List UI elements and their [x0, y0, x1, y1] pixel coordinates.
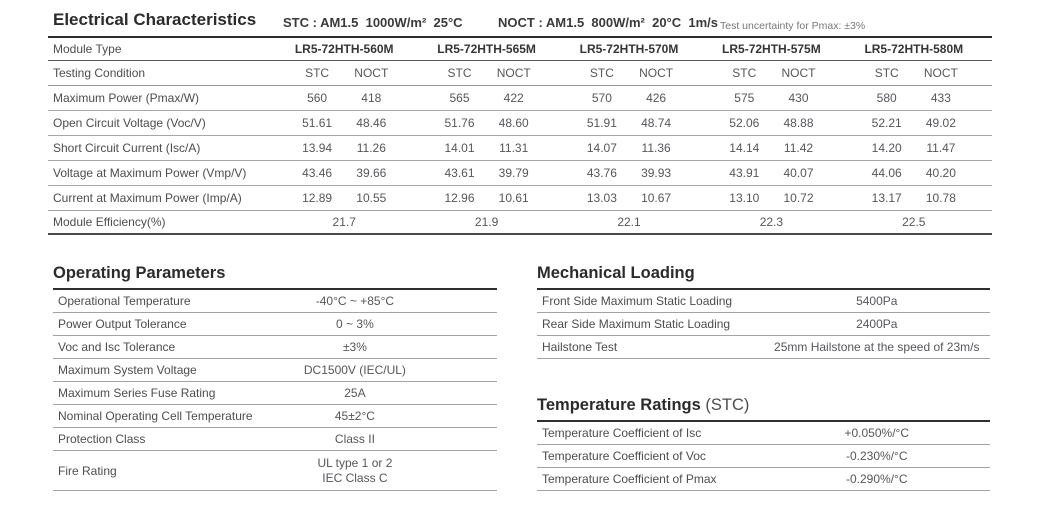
cell-value: 10.78 [925, 191, 956, 205]
operating-parameters-section [53, 264, 497, 491]
noct-test-condition: NOCT : AM1.5 800W/m² 20°C 1m/s [498, 15, 718, 30]
param-value [317, 456, 392, 486]
condition-header: NOCT [639, 66, 674, 80]
cell-value: 13.94 [302, 141, 333, 155]
param-label: Maximum Series Fuse Rating [58, 386, 216, 400]
param-value: 5400Pa [856, 294, 898, 308]
cell-value: 580 [876, 91, 897, 105]
param-value: -0.290%/°C [846, 472, 908, 486]
cell-value: 10.67 [641, 191, 672, 205]
row-label: Short Circuit Current (Isc/A) [53, 141, 201, 155]
param-label: Voc and Isc Tolerance [58, 340, 176, 354]
cell-value: 13.17 [871, 191, 902, 205]
row-label: Maximum Power (Pmax/W) [53, 91, 200, 105]
cell-value: 39.66 [356, 166, 387, 180]
table-row-open-circuit-voltage [48, 111, 992, 136]
cell-value: 52.06 [729, 116, 760, 130]
cell-value: 14.01 [444, 141, 475, 155]
cell-value: 11.42 [783, 141, 814, 155]
param-label: Maximum System Voltage [58, 363, 197, 377]
cell-value: 51.91 [586, 116, 617, 130]
param-row [53, 336, 497, 359]
module-type-row [48, 38, 992, 61]
table-row-module-efficiency [48, 211, 992, 235]
cell-value: 575 [734, 91, 755, 105]
section-title-suffix: (STC) [700, 396, 750, 414]
cell-value: 12.96 [444, 191, 475, 205]
cell-value: 14.14 [729, 141, 760, 155]
param-value: +0.050%/°C [844, 426, 910, 440]
param-row [53, 313, 497, 336]
cell-value: 570 [591, 91, 612, 105]
cell-value: 52.21 [871, 116, 902, 130]
param-row [53, 405, 497, 428]
cell-value: 43.61 [444, 166, 475, 180]
param-value: Class II [334, 432, 375, 446]
param-label: Fire Rating [58, 463, 117, 478]
param-row [53, 359, 497, 382]
cell-value: 11.31 [499, 141, 529, 155]
cell-value: 426 [646, 91, 667, 105]
condition-header: STC [305, 66, 330, 80]
cell-value: 12.89 [302, 191, 333, 205]
cell-value: 48.60 [498, 116, 529, 130]
module-name: LR5-72HTH-580M [864, 42, 964, 56]
electrical-header [48, 0, 992, 38]
table-row-voltage-max-power [48, 161, 992, 186]
param-label: Operational Temperature [58, 294, 191, 308]
param-value: 25A [344, 386, 366, 400]
param-row [53, 428, 497, 451]
row-label: Module Efficiency(%) [53, 215, 166, 229]
mechanical-loading-section [537, 264, 990, 359]
cell-value: 11.36 [641, 141, 671, 155]
section-title-temperature-ratings: Temperature Ratings (STC) [537, 396, 990, 422]
condition-header: NOCT [496, 66, 531, 80]
param-value: -0.230%/°C [846, 449, 908, 463]
fire-rating-line-1: UL type 1 or 2 [317, 455, 393, 470]
param-row [53, 290, 497, 313]
condition-header: STC [447, 66, 472, 80]
condition-header-group [707, 66, 849, 80]
condition-header: NOCT [781, 66, 816, 80]
cell-value: 22.3 [759, 215, 784, 229]
cell-value: 14.07 [586, 141, 617, 155]
testing-condition-row [48, 61, 992, 86]
param-row [537, 445, 990, 468]
param-value: -40°C ~ +85°C [315, 294, 395, 308]
param-value: DC1500V (IEC/UL) [303, 363, 406, 377]
param-value: ±3% [342, 340, 367, 354]
param-label: Rear Side Maximum Static Loading [542, 317, 731, 331]
cell-value: 48.74 [641, 116, 672, 130]
module-name: LR5-72HTH-575M [722, 42, 821, 56]
stc-test-condition: STC : AM1.5 1000W/m² 25°C [283, 15, 463, 30]
row-label: Module Type [53, 42, 122, 56]
module-name: LR5-72HTH-570M [579, 42, 679, 56]
param-row [537, 422, 990, 445]
fire-rating-line-2: IEC Class C [322, 470, 388, 485]
table-row-short-circuit-current [48, 136, 992, 161]
condition-header: STC [874, 66, 899, 80]
param-label: Temperature Coefficient of Pmax [542, 472, 717, 486]
section-title-operating-parameters: Operating Parameters [53, 264, 497, 290]
condition-header: NOCT [354, 66, 389, 80]
electrical-table [48, 38, 992, 235]
condition-header-group [850, 66, 992, 80]
param-label: Temperature Coefficient of Isc [542, 426, 702, 440]
cell-value: 14.20 [871, 141, 902, 155]
cell-value: 13.03 [586, 191, 617, 205]
cell-value: 40.20 [925, 166, 956, 180]
cell-value: 48.46 [356, 116, 387, 130]
cell-value: 51.76 [444, 116, 475, 130]
param-value: 45±2°C [334, 409, 375, 423]
cell-value: 43.76 [586, 166, 617, 180]
param-row [537, 468, 990, 491]
row-label: Voltage at Maximum Power (Vmp/V) [53, 166, 247, 180]
cell-value: 43.46 [302, 166, 333, 180]
cell-value: 418 [361, 91, 382, 105]
module-name: LR5-72HTH-560M [294, 42, 394, 56]
cell-value: 44.06 [871, 166, 902, 180]
cell-value: 13.10 [729, 191, 760, 205]
param-label: Nominal Operating Cell Temperature [58, 409, 253, 423]
cell-value: 430 [788, 91, 809, 105]
condition-header-group [280, 66, 422, 80]
table-row-max-power [48, 86, 992, 111]
cell-value: 21.9 [474, 215, 499, 229]
condition-header: STC [589, 66, 614, 80]
cell-value: 560 [307, 91, 328, 105]
param-row-fire-rating [53, 451, 497, 491]
cell-value: 22.1 [617, 215, 641, 229]
cell-value: 10.72 [783, 191, 814, 205]
temperature-ratings-section [537, 396, 990, 491]
cell-value: 51.61 [302, 116, 333, 130]
electrical-characteristics-section [48, 0, 992, 235]
cell-value: 11.26 [356, 141, 386, 155]
param-row [537, 290, 990, 313]
param-row [537, 313, 990, 336]
param-value: 2400Pa [856, 317, 898, 331]
param-row [537, 336, 990, 359]
cell-value: 21.7 [332, 215, 356, 229]
cell-value: 11.47 [926, 141, 956, 155]
cell-value: 22.5 [902, 215, 926, 229]
row-label: Current at Maximum Power (Imp/A) [53, 191, 242, 205]
condition-header-group [422, 66, 564, 80]
param-row [53, 382, 497, 405]
cell-value: 422 [503, 91, 524, 105]
param-label: Temperature Coefficient of Voc [542, 449, 706, 463]
module-name: LR5-72HTH-565M [437, 42, 536, 56]
cell-value: 48.88 [783, 116, 814, 130]
param-label: Hailstone Test [542, 340, 618, 354]
section-title-electrical: Electrical Characteristics [53, 10, 257, 29]
condition-header: NOCT [923, 66, 958, 80]
row-label: Open Circuit Voltage (Voc/V) [53, 116, 206, 130]
section-title-mechanical-loading: Mechanical Loading [537, 264, 990, 290]
cell-value: 40.07 [783, 166, 814, 180]
cell-value: 49.02 [925, 116, 956, 130]
param-value: 0 ~ 3% [336, 317, 374, 331]
param-label: Protection Class [58, 432, 146, 446]
cell-value: 43.91 [729, 166, 760, 180]
cell-value: 565 [449, 91, 470, 105]
cell-value: 433 [930, 91, 951, 105]
param-label: Front Side Maximum Static Loading [542, 294, 733, 308]
param-value: 25mm Hailstone at the speed of 23m/s [774, 340, 980, 354]
cell-value: 10.55 [356, 191, 387, 205]
cell-value: 39.93 [641, 166, 672, 180]
param-label: Power Output Tolerance [58, 317, 187, 331]
condition-header: STC [732, 66, 757, 80]
test-uncertainty-note: Test uncertainty for Pmax: ±3% [720, 20, 866, 32]
condition-header-group [565, 66, 707, 80]
cell-value: 10.61 [498, 191, 529, 205]
cell-value: 39.79 [498, 166, 529, 180]
row-label: Testing Condition [53, 66, 146, 80]
table-row-current-max-power [48, 186, 992, 211]
